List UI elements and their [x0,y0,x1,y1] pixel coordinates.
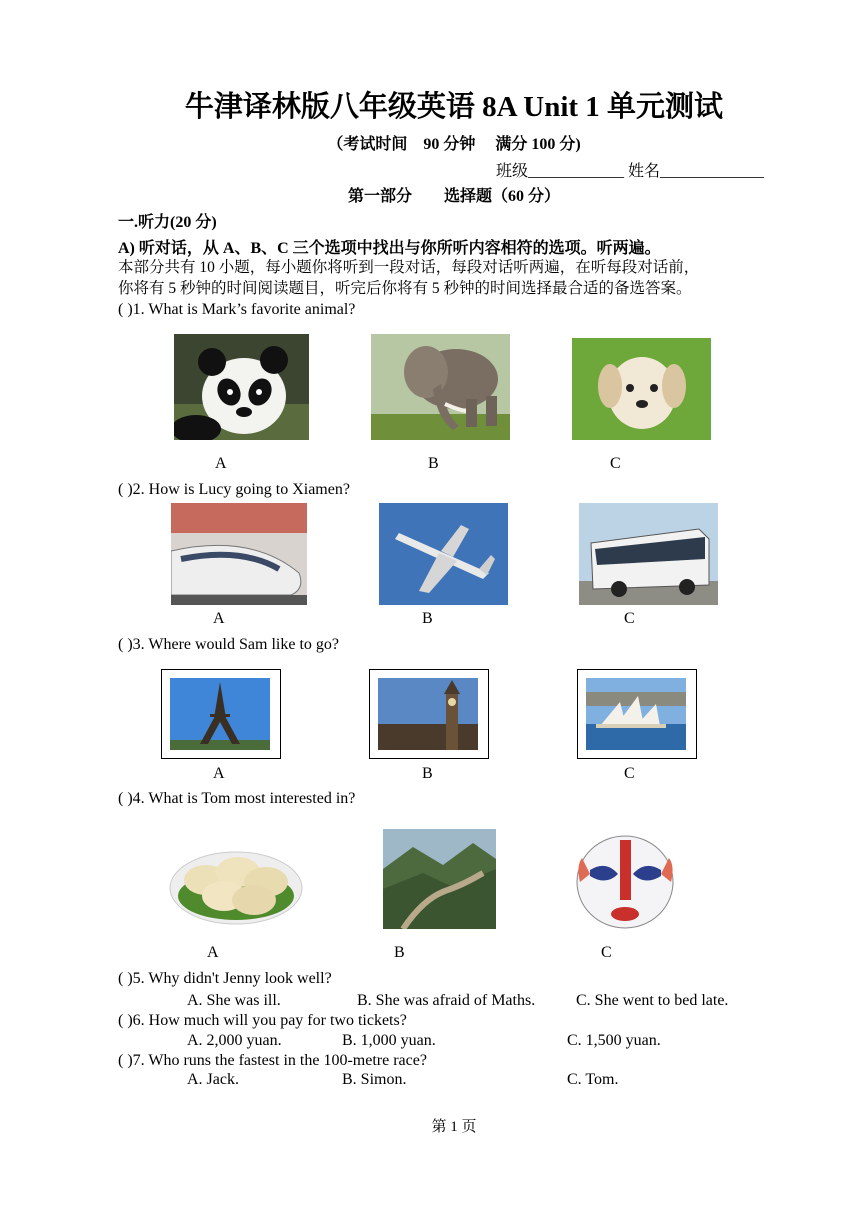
question-1: ( )1. What is Mark’s favorite animal? [118,301,356,318]
option-label: C [610,455,621,472]
option-label: C [624,765,635,782]
question-7: ( )7. Who runs the fastest in the 100-metre race? [118,1052,427,1069]
dumplings-icon [166,828,303,930]
big-ben-icon [378,678,478,750]
option-text: A. She was ill. [187,992,281,1009]
class-name-line: 班级____________ 姓名_____________ [496,163,765,180]
instruction-a: A) 听对话，从 A、B、C 三个选项中找出与你所听内容相符的选项。听两遍。 [118,240,661,257]
option-label: B [422,765,433,782]
option-label: A [213,610,225,627]
option-label: A [207,944,219,961]
question-6: ( )6. How much will you pay for two tickets? [118,1012,407,1029]
section-title: 一.听力(20 分) [118,214,217,231]
description-line: 你将有 5 秒钟的时间阅读题目，听完后你将有 5 秒钟的时间选择最合适的备选答案。 [118,280,692,297]
page-number: 第 1 页 [431,1119,477,1135]
option-label: B [422,610,433,627]
image-frame [369,669,489,759]
question-3: ( )3. Where would Sam like to go? [118,636,339,653]
option-label: A [213,765,225,782]
question-5: ( )5. Why didn't Jenny look well? [118,970,332,987]
great-wall-icon [383,829,496,929]
page-title: 牛津译林版八年级英语 8A Unit 1 单元测试 [184,91,724,123]
train-icon [171,503,307,605]
sydney-opera-house-icon [586,678,686,750]
option-text: A. 2,000 yuan. [187,1032,282,1049]
image-frame [577,669,697,759]
option-text: B. Simon. [342,1071,407,1088]
option-text: A. Jack. [187,1071,239,1088]
question-2: ( )2. How is Lucy going to Xiamen? [118,481,350,498]
eiffel-tower-icon [170,678,270,750]
image-frame [161,669,281,759]
description [118,257,699,299]
puppy-icon [572,338,711,440]
description-line: 本部分共有 10 小题，每小题你将听到一段对话，每段对话听两遍，在听每段对话前， [118,259,700,276]
option-text: C. She went to bed late. [576,992,729,1009]
option-text: B. She was afraid of Maths. [357,992,536,1009]
option-text: C. 1,500 yuan. [567,1032,661,1049]
option-text: C. Tom. [567,1071,619,1088]
option-text: B. 1,000 yuan. [342,1032,436,1049]
option-label: C [624,610,635,627]
part-heading: 第一部分 选择题（60 分） [347,188,560,205]
airplane-icon [379,503,508,605]
bus-icon [579,503,718,605]
panda-icon [174,334,309,440]
option-label: A [215,455,227,472]
question-4: ( )4. What is Tom most interested in? [118,790,356,807]
exam-info: （考试时间 90 分钟 满分 100 分) [327,136,581,153]
option-label: B [394,944,405,961]
opera-mask-icon [568,830,683,930]
option-label: C [601,944,612,961]
option-label: B [428,455,439,472]
elephant-icon [371,334,510,440]
